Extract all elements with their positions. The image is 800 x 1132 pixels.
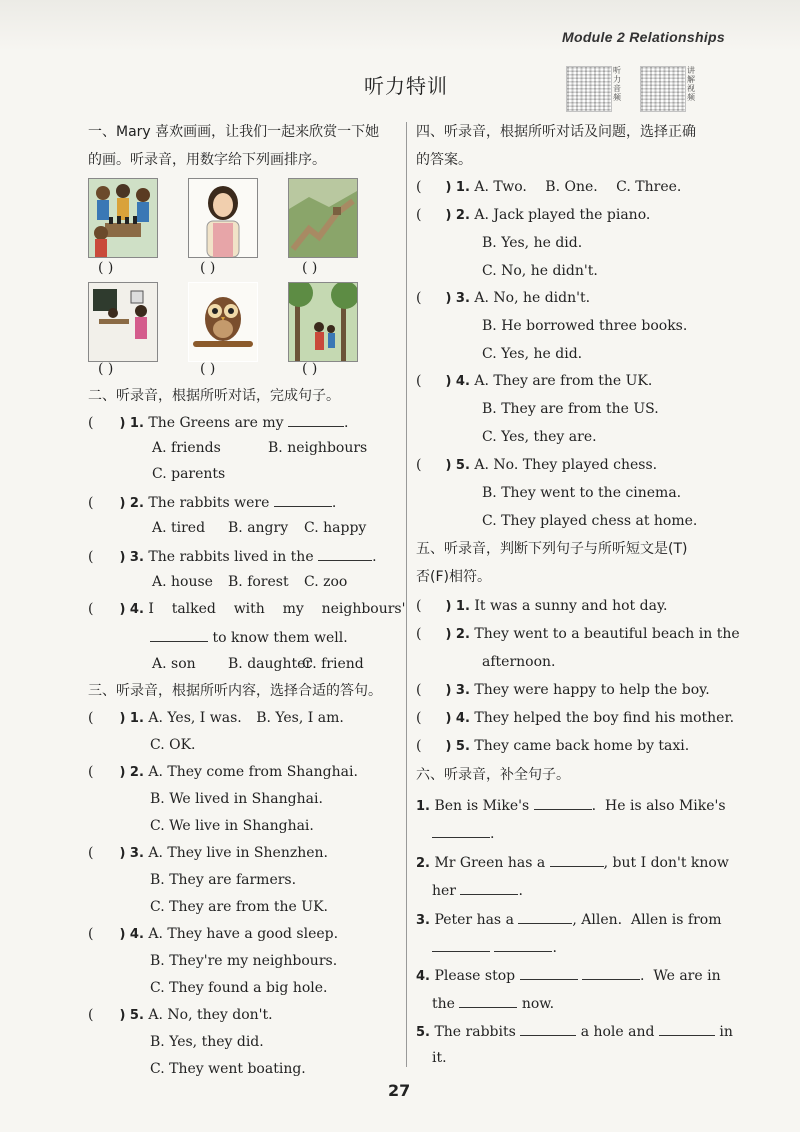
sec3-q5-opt-b[interactable]: B. Yes, they did.: [150, 1034, 264, 1050]
text: , but I don't know: [603, 855, 729, 871]
answer-blank[interactable]: [659, 1021, 715, 1036]
q-num: ) 3.: [445, 291, 470, 306]
sec4-q2-opt-b[interactable]: B. Yes, he did.: [482, 235, 583, 251]
sec2-q1: [88, 412, 348, 433]
forest-illustration: [289, 283, 357, 361]
answer-blank[interactable]: [460, 880, 518, 895]
q-text: The rabbits lived in the: [148, 549, 314, 565]
sec3-q4-opt-b[interactable]: B. They're my neighbours.: [150, 953, 338, 969]
sec4-q4-opt-b[interactable]: B. They are from the US.: [482, 401, 659, 417]
owl-on-branch-picture: [188, 282, 258, 362]
period: .: [490, 826, 495, 842]
q-num: ) 2.: [445, 627, 470, 642]
sec2-q1-opt-a[interactable]: A. friends: [152, 440, 221, 456]
opt-a[interactable]: A. Two.: [474, 179, 527, 195]
sec5-item-4: [416, 709, 734, 728]
period: .: [331, 495, 337, 511]
sec5-item-1: [416, 597, 667, 616]
answer-blank[interactable]: [274, 492, 332, 507]
sec3-q2: [88, 763, 358, 782]
answer-blank[interactable]: [520, 1021, 576, 1036]
sec4-q2-opt-c[interactable]: C. No, he didn't.: [482, 263, 598, 279]
children-playing-chess-picture: [88, 178, 158, 258]
answer-blank[interactable]: [318, 546, 372, 561]
text: Ben is Mike's: [434, 798, 530, 814]
statement: It was a sunny and hot day.: [474, 598, 668, 614]
sec1-blank-1[interactable]: ( ): [98, 260, 114, 276]
owl-illustration: [189, 283, 257, 361]
sec2-heading: 二、听录音，根据所听对话，完成句子。: [88, 388, 340, 404]
sec4-q1: [416, 178, 681, 197]
sec6-q3-line2: [432, 937, 557, 957]
q-num: 5.: [416, 1025, 430, 1040]
answer-blank[interactable]: [432, 823, 490, 838]
q-num: ) 1.: [119, 711, 144, 726]
sec2-q3: [88, 546, 377, 567]
paren[interactable]: (: [88, 926, 94, 942]
text: now.: [521, 996, 555, 1012]
sec6-q1-line2: [432, 823, 494, 843]
sec3-q3-opt-c[interactable]: C. They are from the UK.: [150, 899, 329, 915]
opt-c[interactable]: C. Three.: [616, 179, 682, 195]
q-num: ) 4.: [119, 927, 144, 942]
sec4-q3-opt-b[interactable]: B. He borrowed three books.: [482, 318, 688, 334]
answer-blank[interactable]: [459, 993, 517, 1008]
text: Peter has a: [434, 912, 514, 928]
children-chess-illustration: [89, 179, 157, 257]
great-wall-illustration: [289, 179, 357, 257]
opt-a[interactable]: A. No, they don't.: [148, 1007, 273, 1023]
sec4-q5-opt-b[interactable]: B. They went to the cinema.: [482, 485, 682, 501]
woman-portrait-illustration: [189, 179, 257, 257]
sec6-q4: [416, 965, 721, 986]
qr-code-group: [566, 64, 716, 114]
sec4-q4-opt-c[interactable]: C. Yes, they are.: [482, 429, 597, 445]
q-num: ) 3.: [119, 846, 144, 861]
sec6-q5-line2: it.: [432, 1050, 447, 1066]
page-title: 听力特训: [364, 74, 448, 98]
q-num: ) 2.: [445, 208, 470, 223]
sec5-item-3: [416, 681, 710, 700]
sec2-q1-opt-c[interactable]: C. parents: [152, 466, 226, 482]
sec3-q3-opt-b[interactable]: B. They are farmers.: [150, 872, 297, 888]
q-num: ) 5.: [445, 739, 470, 754]
paren[interactable]: (: [416, 457, 422, 473]
q-text: The rabbits were: [148, 495, 270, 511]
paren[interactable]: (: [416, 290, 422, 306]
sec5-item-2-cont: afternoon.: [482, 654, 556, 670]
q-num: 4.: [416, 969, 430, 984]
statement: They went to a beautiful beach in the: [474, 626, 740, 642]
page-number: 27: [388, 1081, 411, 1100]
statement: They came back home by taxi.: [474, 738, 690, 754]
qr-code-audio[interactable]: [566, 66, 612, 112]
opt-a[interactable]: A. No, he didn't.: [474, 290, 591, 306]
sec4-q5: [416, 456, 657, 475]
q-num: ) 5.: [445, 458, 470, 473]
q-num: ) 3.: [119, 550, 144, 565]
sec2-q4-line2: [150, 627, 348, 647]
paren[interactable]: (: [88, 1007, 94, 1023]
sec5-item-2: [416, 625, 740, 644]
classroom-teacher-picture: [88, 282, 158, 362]
text: a hole and: [580, 1024, 655, 1040]
period: .: [343, 415, 349, 431]
text: in: [719, 1024, 733, 1040]
qr-label-audio: 听力音频: [613, 66, 621, 102]
period: .: [518, 883, 523, 899]
opt-a[interactable]: A. No. They played chess.: [474, 457, 658, 473]
sec5-heading-line2: 否(F)相符。: [416, 569, 491, 585]
sec1-blank-2[interactable]: ( ): [200, 260, 216, 276]
sec4-q3: [416, 289, 590, 308]
q-num: 3.: [416, 913, 430, 928]
sec4-q4: [416, 372, 652, 391]
sec1-blank-6[interactable]: ( ): [302, 361, 318, 377]
opt-a[interactable]: A. They come from Shanghai.: [148, 764, 358, 780]
forest-walk-picture: [288, 282, 358, 362]
q-text: I talked with my neighbours': [148, 601, 406, 617]
q-num: ) 4.: [119, 602, 144, 617]
q-num: ) 1.: [445, 599, 470, 614]
paren[interactable]: (: [416, 738, 422, 754]
opt-b[interactable]: B. One.: [545, 179, 598, 195]
text: , Allen. Allen is from: [572, 912, 722, 928]
opt-a[interactable]: A. They are from the UK.: [474, 373, 653, 389]
sec6-q2: [416, 852, 729, 873]
q-num: ) 4.: [445, 711, 470, 726]
sec2-q3-opt-b[interactable]: B. forest: [228, 574, 289, 590]
answer-blank[interactable]: [518, 909, 572, 924]
sec2-q4-opt-a[interactable]: A. son: [152, 656, 196, 672]
sec1-blank-3[interactable]: ( ): [302, 260, 318, 276]
sec2-q2-opt-a[interactable]: A. tired: [152, 520, 206, 536]
paren[interactable]: (: [88, 601, 94, 617]
sec3-heading: 三、听录音，根据所听内容，选择合适的答句。: [88, 683, 382, 699]
answer-blank[interactable]: [494, 937, 552, 952]
sec5-heading-line1: 五、听录音，判断下列句子与所听短文是(T): [416, 541, 688, 557]
sec2-q2: [88, 492, 336, 513]
sec2-q4: [88, 600, 405, 619]
paren[interactable]: (: [88, 710, 94, 726]
sec6-q3: [416, 909, 722, 930]
sec3-q1: [88, 709, 344, 728]
text: . He is also Mike's: [591, 798, 726, 814]
sec6-heading: 六、听录音，补全句子。: [416, 767, 570, 783]
sec3-q1-opt-c[interactable]: C. OK.: [150, 737, 196, 753]
sec2-q1-opt-b[interactable]: B. neighbours: [268, 440, 368, 456]
sec2-q3-opt-c[interactable]: C. zoo: [304, 574, 348, 590]
woman-portrait-picture: [188, 178, 258, 258]
sec2-q4-opt-b[interactable]: B. daughter: [228, 656, 313, 672]
paren[interactable]: (: [416, 207, 422, 223]
sec3-q2-opt-c[interactable]: C. We live in Shanghai.: [150, 818, 314, 834]
sec1-blank-4[interactable]: ( ): [98, 361, 114, 377]
text: The rabbits: [434, 1024, 516, 1040]
sec3-q3: [88, 844, 328, 863]
q-text: The Greens are my: [148, 415, 284, 431]
paren[interactable]: (: [88, 764, 94, 780]
period: .: [372, 549, 377, 565]
sec4-q2: [416, 206, 650, 225]
sec3-q4: [88, 925, 338, 944]
text: her: [432, 883, 456, 899]
q-text-cont: to know them well.: [212, 630, 348, 646]
module-header: Module 2 Relationships: [562, 29, 725, 45]
qr-code-video[interactable]: [640, 66, 686, 112]
opt-b[interactable]: B. Yes, I am.: [256, 710, 344, 726]
opt-a[interactable]: A. They have a good sleep.: [148, 926, 339, 942]
sec3-q5-opt-c[interactable]: C. They went boating.: [150, 1061, 306, 1077]
paren[interactable]: (: [88, 415, 94, 431]
q-num: ) 1.: [119, 416, 144, 431]
paren[interactable]: (: [88, 495, 94, 511]
period: .: [552, 940, 557, 956]
answer-blank[interactable]: [432, 937, 490, 952]
q-num: ) 3.: [445, 683, 470, 698]
answer-blank[interactable]: [582, 965, 640, 980]
q-num: ) 2.: [119, 765, 144, 780]
text: . We are in: [640, 968, 721, 984]
answer-blank[interactable]: [150, 627, 208, 642]
q-num: 1.: [416, 799, 430, 814]
text: Please stop: [434, 968, 516, 984]
sec6-q4-line2: [432, 993, 554, 1013]
q-num: ) 5.: [119, 1008, 144, 1023]
sec4-q3-opt-c[interactable]: C. Yes, he did.: [482, 346, 583, 362]
sec2-q3-opt-a[interactable]: A. house: [152, 574, 213, 590]
answer-blank[interactable]: [550, 852, 604, 867]
sec6-q1: [416, 795, 726, 816]
sec1-blank-5[interactable]: ( ): [200, 361, 216, 377]
sec2-q2-opt-c[interactable]: C. happy: [304, 520, 367, 536]
q-num: ) 4.: [445, 374, 470, 389]
sec4-heading-line1: 四、听录音，根据所听对话及问题，选择正确: [416, 124, 696, 140]
sec1-heading-line2: 的画。听录音，用数字给下列画排序。: [88, 152, 326, 168]
sec5-item-5: [416, 737, 689, 756]
q-num: ) 2.: [119, 496, 144, 511]
sec2-q2-opt-b[interactable]: B. angry: [228, 520, 289, 536]
sec3-q2-opt-b[interactable]: B. We lived in Shanghai.: [150, 791, 323, 807]
qr-label-video: 讲解视频: [687, 66, 695, 102]
column-divider: [406, 122, 407, 1067]
opt-a[interactable]: A. Yes, I was.: [148, 710, 242, 726]
sec2-q4-opt-c[interactable]: C. friend: [302, 656, 364, 672]
paren[interactable]: (: [416, 373, 422, 389]
paren[interactable]: (: [88, 549, 94, 565]
classroom-illustration: [89, 283, 157, 361]
paren[interactable]: (: [416, 626, 422, 642]
paren[interactable]: (: [416, 598, 422, 614]
text: the: [432, 996, 455, 1012]
sec4-q5-opt-c[interactable]: C. They played chess at home.: [482, 513, 698, 529]
statement: They helped the boy find his mother.: [474, 710, 735, 726]
sec6-q5: [416, 1021, 733, 1042]
sec1-heading-line1: 一、Mary 喜欢画画，让我们一起来欣赏一下她: [88, 124, 380, 140]
paren[interactable]: (: [416, 710, 422, 726]
answer-blank[interactable]: [534, 795, 592, 810]
opt-a[interactable]: A. They live in Shenzhen.: [148, 845, 328, 861]
q-num: ) 1.: [445, 180, 470, 195]
sec3-q5: [88, 1006, 273, 1025]
sec4-heading-line2: 的答案。: [416, 152, 472, 168]
paren[interactable]: (: [88, 845, 94, 861]
sec3-q4-opt-c[interactable]: C. They found a big hole.: [150, 980, 328, 996]
paren[interactable]: (: [416, 682, 422, 698]
statement: They were happy to help the boy.: [474, 682, 710, 698]
opt-a[interactable]: A. Jack played the piano.: [474, 207, 651, 223]
paren[interactable]: (: [416, 179, 422, 195]
answer-blank[interactable]: [520, 965, 578, 980]
great-wall-picture: [288, 178, 358, 258]
answer-blank[interactable]: [288, 412, 344, 427]
sec6-q2-line2: [432, 880, 523, 900]
q-num: 2.: [416, 856, 430, 871]
text: Mr Green has a: [434, 855, 546, 871]
